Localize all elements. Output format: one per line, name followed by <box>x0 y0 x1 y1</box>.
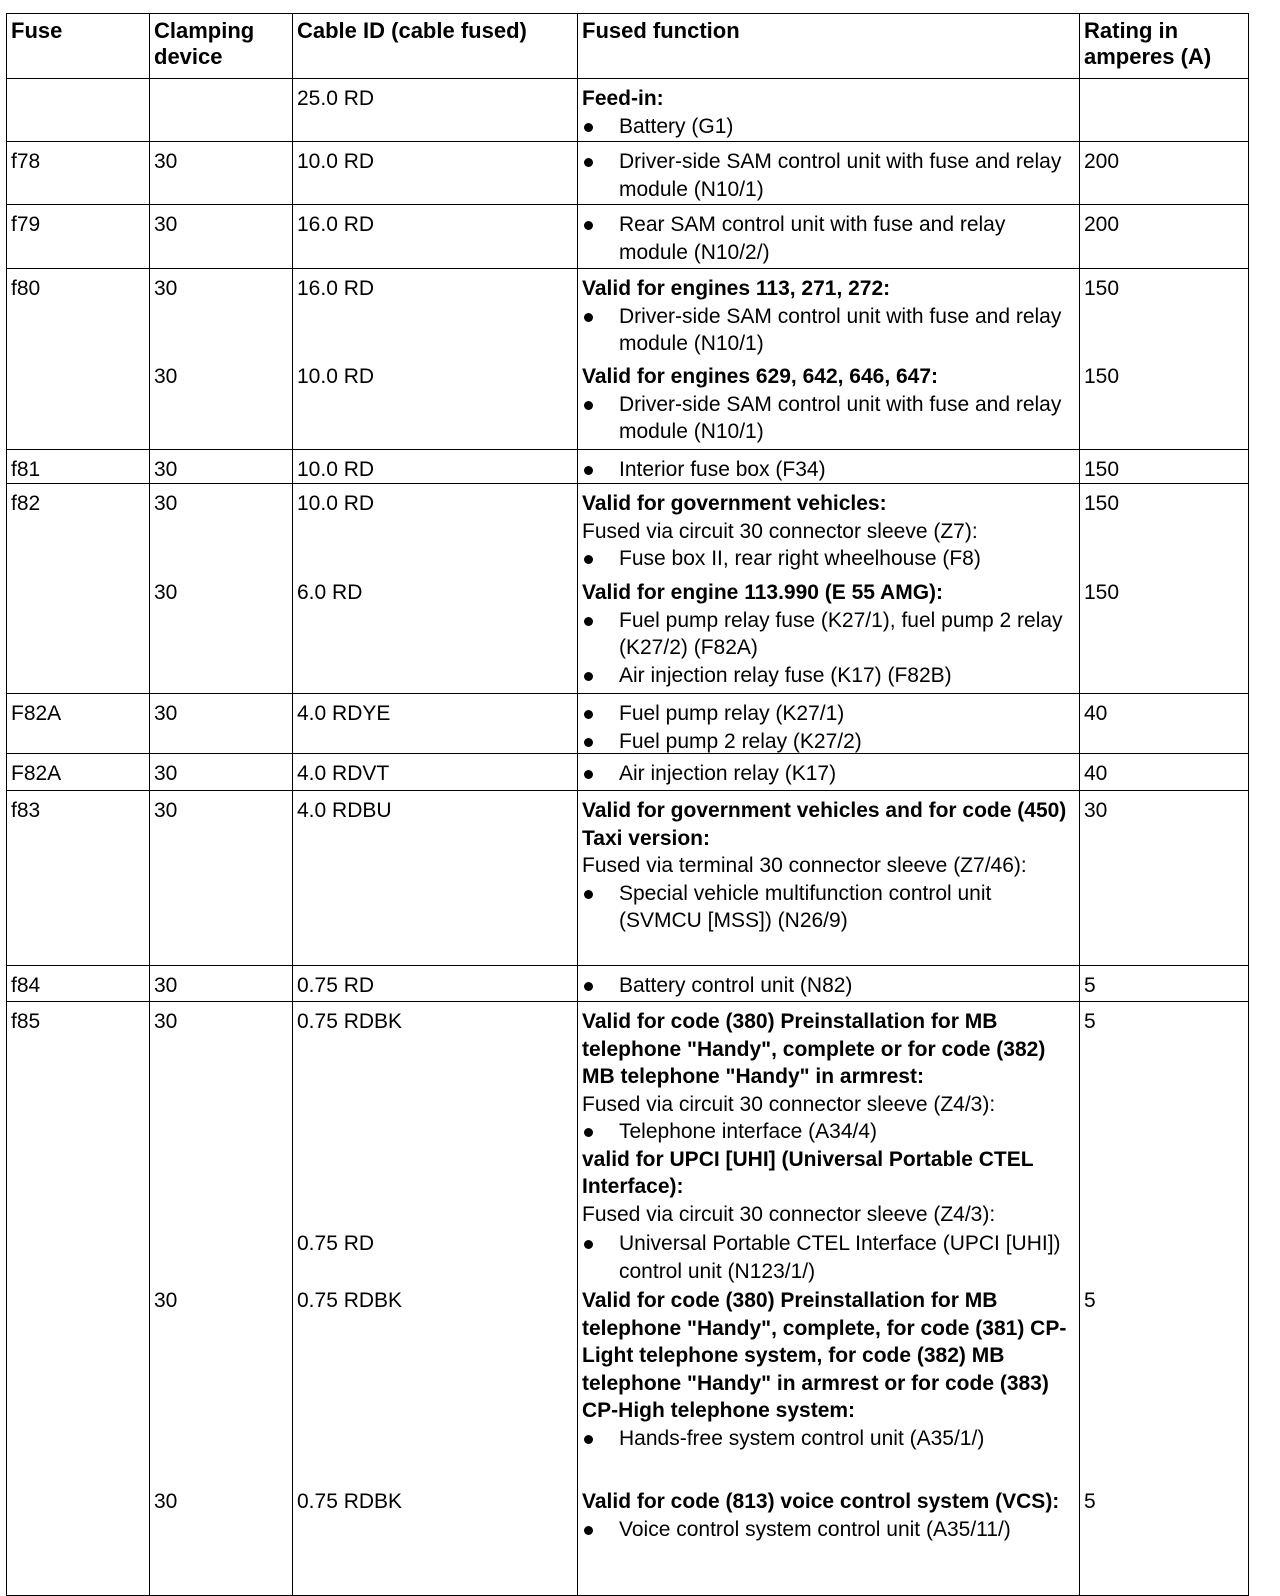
bullet-dot-icon <box>584 1435 593 1444</box>
rating-value: 150 <box>1084 492 1120 515</box>
function-cell <box>578 79 1080 142</box>
bullet-text: Special vehicle multifunction control unit (SVMCU [MSS]) (N26/9) <box>619 881 992 932</box>
fused-function-block <box>582 579 1075 689</box>
rating-cell <box>1080 79 1249 142</box>
header-fuse: Fuse <box>7 14 150 79</box>
function-note: Fused via circuit 30 connector sleeve (Z7): <box>582 519 978 543</box>
bullet-dot-icon <box>584 1240 593 1249</box>
condition-heading: Valid for engines 113, 271, 272: <box>582 277 891 300</box>
fused-function-block <box>582 148 1075 203</box>
clamp-cell <box>150 79 293 142</box>
cable-id-value: 16.0 RD <box>297 213 375 236</box>
cable-cell <box>293 1002 578 1596</box>
cable-id-value: 4.0 RDBU <box>297 799 392 822</box>
fuse-id: f80 <box>11 277 41 300</box>
function-cell <box>578 484 1080 694</box>
condition-heading: Feed-in: <box>582 87 664 110</box>
bullet-dot-icon <box>584 890 593 899</box>
function-cell <box>578 1002 1080 1596</box>
function-cell <box>578 205 1080 269</box>
bullet-dot-icon <box>584 401 593 410</box>
condition-heading: valid for UPCI [UHI] (Universal Portable CTEL Interface): <box>582 1147 1034 1198</box>
fused-function-block <box>582 760 1075 788</box>
bullet-text: Fuel pump relay fuse (K27/1), fuel pump 2 relay (K27/2) (F82A) <box>619 608 1063 659</box>
bullet-text: Air injection relay fuse (K17) (F82B) <box>619 663 952 687</box>
bullet-dot-icon <box>584 738 593 747</box>
bullet-dot-icon <box>584 770 593 779</box>
function-cell <box>578 754 1080 791</box>
table-row <box>7 484 1249 694</box>
cable-cell <box>293 694 578 754</box>
fuse-cell <box>7 484 150 694</box>
bullet-item <box>582 880 1075 935</box>
rating-value: 150 <box>1084 277 1120 300</box>
cable-id-value: 10.0 RD <box>297 365 375 388</box>
clamping-device-value: 30 <box>154 1010 178 1033</box>
clamp-cell <box>150 754 293 791</box>
condition-heading: Valid for engine 113.990 (E 55 AMG): <box>582 581 944 604</box>
cable-cell <box>293 205 578 269</box>
fuse-id: f85 <box>11 1010 41 1033</box>
cable-id-value: 10.0 RD <box>297 492 375 515</box>
fuse-table <box>6 13 1249 1596</box>
rating-value: 40 <box>1084 702 1108 725</box>
fuse-id: f79 <box>11 213 41 236</box>
rating-cell <box>1080 694 1249 754</box>
condition-heading: Valid for code (380) Preinstallation for MB telephone "Handy", complete or for code (382) MB telephone "Handy" in armrest: <box>582 1010 1046 1088</box>
rating-cell <box>1080 966 1249 1002</box>
bullet-text: Driver-side SAM control unit with fuse and relay module (N10/1) <box>619 304 1062 355</box>
cable-id-value: 16.0 RD <box>297 277 375 300</box>
clamping-device-value: 30 <box>154 799 178 822</box>
bullet-dot-icon <box>584 158 593 167</box>
rating-value: 200 <box>1084 213 1120 236</box>
function-cell <box>578 966 1080 1002</box>
fuse-cell <box>7 791 150 966</box>
bullet-dot-icon <box>584 710 593 719</box>
fused-function-block <box>582 490 1075 573</box>
table-row <box>7 791 1249 966</box>
bullet-dot-icon <box>584 313 593 322</box>
bullet-item <box>582 728 1075 756</box>
clamp-cell <box>150 791 293 966</box>
bullet-dot-icon <box>584 672 593 681</box>
clamp-cell <box>150 205 293 269</box>
clamping-device-value: 30 <box>154 1490 178 1513</box>
fused-function-block <box>582 456 1075 484</box>
bullet-dot-icon <box>584 221 593 230</box>
header-rating: Rating in amperes (A) <box>1080 14 1249 79</box>
bullet-dot-icon <box>584 982 593 991</box>
rating-value: 200 <box>1084 150 1120 173</box>
cable-id-value: 0.75 RDBK <box>297 1490 403 1513</box>
bullet-item <box>582 148 1075 203</box>
clamping-device-value: 30 <box>154 702 178 725</box>
cable-cell <box>293 142 578 205</box>
cable-id-value: 0.75 RDBK <box>297 1289 403 1312</box>
cable-id-value: 6.0 RD <box>297 581 363 604</box>
fuse-cell <box>7 79 150 142</box>
clamping-device-value: 30 <box>154 492 178 515</box>
rating-cell <box>1080 142 1249 205</box>
clamp-cell <box>150 450 293 484</box>
bullet-item <box>582 1516 1075 1544</box>
table-row <box>7 205 1249 269</box>
bullet-item <box>582 760 1075 788</box>
clamping-device-value: 30 <box>154 213 178 236</box>
fuse-id: F82A <box>11 762 62 785</box>
rating-value: 150 <box>1084 365 1120 388</box>
clamping-device-value: 30 <box>154 581 178 604</box>
fused-function-block <box>582 85 1075 140</box>
bullet-text: Driver-side SAM control unit with fuse and relay module (N10/1) <box>619 150 1062 201</box>
function-cell <box>578 142 1080 205</box>
bullet-item <box>582 972 1075 1000</box>
clamping-device-value: 30 <box>154 762 178 785</box>
function-cell <box>578 450 1080 484</box>
bullet-text: Interior fuse box (F34) <box>619 458 826 481</box>
condition-heading: Valid for government vehicles: <box>582 492 887 515</box>
cable-id-value: 10.0 RD <box>297 150 375 173</box>
clamping-device-value: 30 <box>154 365 178 388</box>
bullet-item <box>582 1230 1075 1285</box>
bullet-item <box>582 456 1075 484</box>
bullet-text: Battery (G1) <box>619 114 734 138</box>
rating-cell <box>1080 1002 1249 1596</box>
cable-cell <box>293 966 578 1002</box>
rating-value: 5 <box>1084 974 1096 997</box>
cable-id-value: 0.75 RD <box>297 1232 375 1255</box>
bullet-dot-icon <box>584 555 593 564</box>
bullet-text: Air injection relay (K17) <box>619 762 837 785</box>
fused-function-block <box>582 363 1075 446</box>
bullet-dot-icon <box>584 123 593 132</box>
clamping-device-value: 30 <box>154 974 178 997</box>
fused-function-block <box>582 1287 1075 1452</box>
fused-function-block <box>582 972 1075 1000</box>
clamp-cell <box>150 694 293 754</box>
bullet-text: Battery control unit (N82) <box>619 974 853 997</box>
fuse-cell <box>7 966 150 1002</box>
table-row <box>7 79 1249 142</box>
table-row <box>7 966 1249 1002</box>
rating-cell <box>1080 791 1249 966</box>
bullet-item <box>582 607 1075 662</box>
cable-cell <box>293 269 578 450</box>
cable-cell <box>293 754 578 791</box>
rating-value: 5 <box>1084 1490 1096 1513</box>
clamp-cell <box>150 966 293 1002</box>
rating-value: 5 <box>1084 1010 1096 1033</box>
clamp-cell <box>150 269 293 450</box>
function-note: Fused via circuit 30 connector sleeve (Z4/3): <box>582 1092 996 1116</box>
bullet-text: Driver-side SAM control unit with fuse and relay module (N10/1) <box>619 392 1062 443</box>
clamping-device-value: 30 <box>154 150 178 173</box>
rating-value: 30 <box>1084 799 1108 822</box>
fuse-id: f78 <box>11 150 41 173</box>
table-row <box>7 1002 1249 1596</box>
table-row <box>7 694 1249 754</box>
fuse-cell <box>7 269 150 450</box>
clamp-cell <box>150 142 293 205</box>
bullet-dot-icon <box>584 1526 593 1535</box>
fused-function-block <box>582 1230 1075 1285</box>
fuse-cell <box>7 1002 150 1596</box>
fused-function-block <box>582 1008 1075 1228</box>
cable-id-value: 0.75 RDBK <box>297 1010 403 1033</box>
bullet-item <box>582 662 1075 690</box>
fuse-id: f82 <box>11 492 41 515</box>
fuse-id: f84 <box>11 974 41 997</box>
function-note: Fused via circuit 30 connector sleeve (Z4/3): <box>582 1202 996 1226</box>
bullet-item <box>582 545 1075 573</box>
bullet-text: Fuel pump 2 relay (K27/2) <box>619 729 862 753</box>
header-fused-function: Fused function <box>578 14 1080 79</box>
cable-id-value: 4.0 RDVT <box>297 762 390 785</box>
bullet-dot-icon <box>584 466 593 475</box>
condition-heading: Valid for government vehicles and for code (450) Taxi version: <box>582 799 1067 850</box>
bullet-item <box>582 1118 1075 1146</box>
fuse-cell <box>7 450 150 484</box>
bullet-item <box>582 303 1075 358</box>
rating-cell <box>1080 269 1249 450</box>
bullet-item <box>582 700 1075 728</box>
bullet-text: Hands-free system control unit (A35/1/) <box>619 1426 985 1450</box>
function-note: Fused via terminal 30 connector sleeve (Z7/46): <box>582 854 1027 877</box>
clamping-device-value: 30 <box>154 458 178 481</box>
fused-function-block <box>582 1488 1075 1543</box>
bullet-text: Voice control system control unit (A35/11/) <box>619 1517 1011 1541</box>
bullet-item <box>582 1425 1075 1453</box>
bullet-item <box>582 113 1075 141</box>
fuse-cell <box>7 754 150 791</box>
function-cell <box>578 791 1080 966</box>
rating-value: 5 <box>1084 1289 1096 1312</box>
fuse-cell <box>7 205 150 269</box>
header-row <box>7 14 1249 79</box>
fused-function-block <box>582 211 1075 266</box>
fused-function-block <box>582 275 1075 358</box>
header-clamping-device: Clamping device <box>150 14 293 79</box>
fuse-cell <box>7 142 150 205</box>
cable-cell <box>293 79 578 142</box>
cable-id-value: 10.0 RD <box>297 458 375 481</box>
rating-cell <box>1080 754 1249 791</box>
cable-cell <box>293 484 578 694</box>
bullet-item <box>582 391 1075 446</box>
header-cable-id: Cable ID (cable fused) <box>293 14 578 79</box>
function-cell <box>578 694 1080 754</box>
bullet-text: Telephone interface (A34/4) <box>619 1120 877 1143</box>
bullet-text: Fuse box II, rear right wheelhouse (F8) <box>619 547 981 570</box>
rating-value: 150 <box>1084 458 1120 481</box>
bullet-dot-icon <box>584 1128 593 1137</box>
cable-cell <box>293 450 578 484</box>
table-row <box>7 450 1249 484</box>
condition-heading: Valid for code (380) Preinstallation for MB telephone "Handy", complete, for code (381) CP-Light telephone system, for code (382) MB telephone "Handy" in armrest or for code (383) CP-High telephone system: <box>582 1289 1067 1422</box>
fuse-cell <box>7 694 150 754</box>
table-row <box>7 754 1249 791</box>
function-cell <box>578 269 1080 450</box>
fuse-id: f83 <box>11 799 41 822</box>
bullet-item <box>582 211 1075 266</box>
table-row <box>7 269 1249 450</box>
cable-id-value: 25.0 RD <box>297 87 375 110</box>
bullet-text: Universal Portable CTEL Interface (UPCI [UHI]) control unit (N123/1/) <box>619 1232 1061 1283</box>
clamping-device-value: 30 <box>154 277 178 300</box>
bullet-text: Fuel pump relay (K27/1) <box>619 702 845 725</box>
bullet-text: Rear SAM control unit with fuse and relay module (N10/2/) <box>619 213 1006 264</box>
cable-id-value: 0.75 RD <box>297 974 375 997</box>
condition-heading: Valid for engines 629, 642, 646, 647: <box>582 365 939 388</box>
clamping-device-value: 30 <box>154 1289 178 1312</box>
clamp-cell <box>150 1002 293 1596</box>
cable-id-value: 4.0 RDYE <box>297 702 391 725</box>
condition-heading: Valid for code (813) voice control system (VCS): <box>582 1490 1060 1513</box>
bullet-dot-icon <box>584 617 593 626</box>
rating-value: 150 <box>1084 581 1120 604</box>
fused-function-block <box>582 797 1075 935</box>
rating-cell <box>1080 484 1249 694</box>
table-row <box>7 142 1249 205</box>
cable-cell <box>293 791 578 966</box>
fused-function-block <box>582 700 1075 755</box>
rating-value: 40 <box>1084 762 1108 785</box>
rating-cell <box>1080 450 1249 484</box>
rating-cell <box>1080 205 1249 269</box>
fuse-id: f81 <box>11 458 41 481</box>
clamp-cell <box>150 484 293 694</box>
fuse-id: F82A <box>11 702 62 725</box>
